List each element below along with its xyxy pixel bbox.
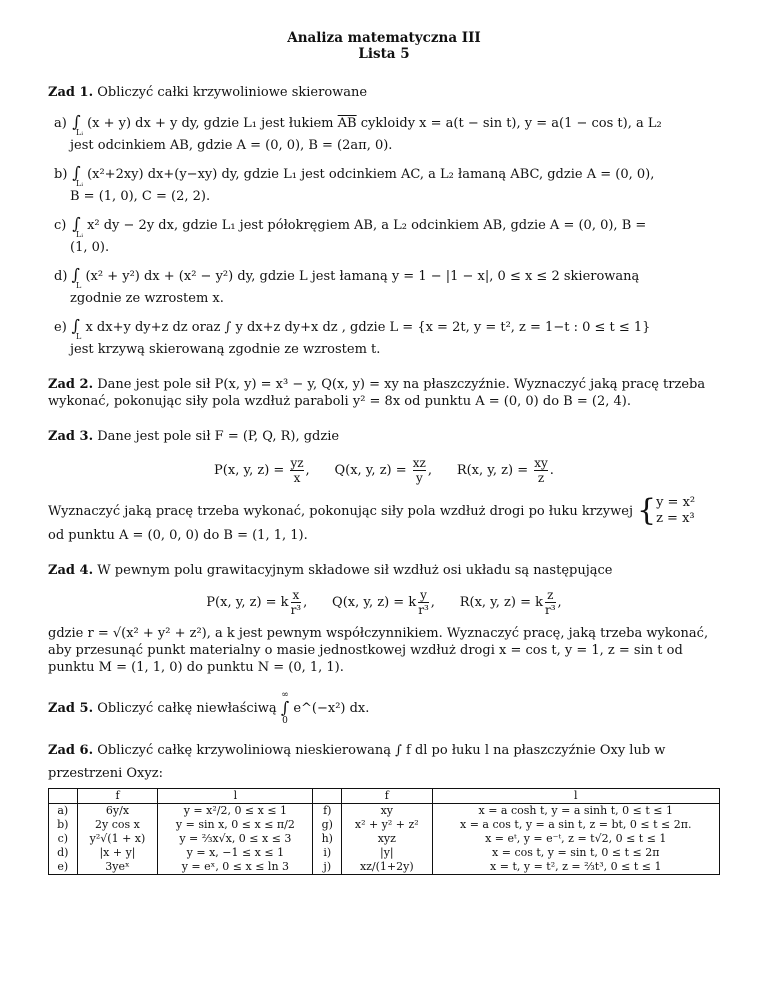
table-header: f xyxy=(77,789,158,804)
formula-q-label: Q(x, y, z) = xyxy=(334,463,407,478)
item-line2: jest krzywą skierowaną zgodnie ze wzrostem t. xyxy=(70,342,381,357)
item-line2: jest odcinkiem AB, gdzie A = (0, 0), B = (2aπ, 0). xyxy=(70,138,393,153)
table-cell: y²√(1 + x) xyxy=(77,832,158,846)
table-cell: e) xyxy=(49,860,78,875)
document-subtitle: Lista 5 xyxy=(358,46,410,62)
integral-sign: ∫ Lᵢ xyxy=(72,163,83,188)
item-label: a) xyxy=(54,116,67,131)
exercise-2 xyxy=(48,376,720,410)
integrand: e^(−x²) dx. xyxy=(293,700,370,716)
item-b xyxy=(48,163,720,205)
curves-table xyxy=(48,788,720,875)
exercise-end: od punktu A = (0, 0, 0) do B = (1, 1, 1). xyxy=(48,528,308,543)
table-cell: x = a cos t, y = a sin t, z = bt, 0 ≤ t ≤ 2π. xyxy=(460,818,692,831)
table-row xyxy=(49,832,720,846)
table-cell: y = x²/2, 0 ≤ x ≤ 1 xyxy=(158,804,313,819)
table-cell: f) xyxy=(313,804,342,819)
table-cell: x² + y² + z² xyxy=(342,818,432,832)
item-line2: zgodnie ze wzrostem x. xyxy=(70,291,224,306)
table-cell: h) xyxy=(313,832,342,846)
integral-sign: ∫ Lᵢ xyxy=(72,112,83,137)
table-cell: 2y cos x xyxy=(77,818,158,832)
exercise-text: Dane jest pole sił P(x, y) = x³ − y, Q(x, y) = xy na płaszczyźnie. Wyznaczyć jaką pracę trzeba wykonać, pokonując siły pola wzdłuż paraboli y² = 8x od punktu A = (0, 0) do B = (2, 4). xyxy=(48,377,706,409)
table-cell: j) xyxy=(313,860,342,875)
document-title: Analiza matematyczna III xyxy=(287,30,481,46)
item-text: (x² + y²) dx + (x² − y²) dy, gdzie L jest łamaną y = 1 − |1 − x|, 0 ≤ x ≤ 2 skierowaną xyxy=(85,269,640,284)
table-cell: x = a cosh t, y = a sinh t, 0 ≤ t ≤ 1 xyxy=(478,804,673,817)
table-cell: xyz xyxy=(342,832,432,846)
exercise-label: Zad 1. xyxy=(48,85,94,100)
item-line2: B = (1, 0), C = (2, 2). xyxy=(70,189,211,204)
table-header: f xyxy=(342,789,432,804)
table-cell: xy xyxy=(342,804,432,819)
table-cell: x = cos t, y = sin t, 0 ≤ t ≤ 2π xyxy=(492,846,660,859)
table-cell: xz/(1+2y) xyxy=(342,860,432,875)
table-header: l xyxy=(432,789,720,804)
exercise-3-body xyxy=(48,495,720,527)
table-cell: i) xyxy=(313,846,342,860)
exercise-text: gdzie r = √(x² + y² + z²), a k jest pewnym współczynnikiem. Wyznaczyć pracę, jaką trzeba wykonać, aby przesunąć punkt materialny o masie jednostkowej wzdłuż drogi x = cos t, y = 1, z = sin t od punktu M = (1, 1, 0) do punktu N = (0, 1, 1). xyxy=(48,626,709,675)
gravity-formulas: P(x, y, z) = k $\frac{x}{\text{r³}}$ , Q(x, y, z) = k $\frac{y}{\text{r³}}$ , R(x, y, z) = k $\frac{z}{\text{r³}}$ , xyxy=(206,588,562,617)
exercise-label: Zad 3. xyxy=(48,429,94,444)
table-header: l xyxy=(158,789,313,804)
table-cell: c) xyxy=(49,832,78,846)
item-label: d) xyxy=(54,269,68,284)
table-cell: b) xyxy=(49,818,78,832)
table-cell: 6y/x xyxy=(77,804,158,819)
table-cell: x = eᵗ, y = e⁻ᵗ, z = t√2, 0 ≤ t ≤ 1 xyxy=(485,832,667,845)
formula-r-fraction: $\frac{z}{\text{r³}}$ xyxy=(545,588,556,617)
curve-system: y = x² z = x³ xyxy=(656,495,696,526)
exercise-label: Zad 5. xyxy=(48,700,94,716)
table-cell: a) xyxy=(49,804,78,819)
item-text: (x + y) dx + y dy, gdzie L₁ jest łukiem xyxy=(87,116,338,131)
formula-r-fraction: $\frac{xy}{z}$ xyxy=(534,456,548,485)
formula-p-label: P(x, y, z) = k xyxy=(206,595,289,610)
item-label: b) xyxy=(54,167,68,182)
table-row xyxy=(49,804,720,819)
item-text: (x²+2xy) dx+(y−xy) dy, gdzie L₁ jest odcinkiem AC, a L₂ łamaną ABC, gdzie A = (0, 0), xyxy=(87,167,655,182)
table-cell: y = sin x, 0 ≤ x ≤ π/2 xyxy=(158,818,313,832)
item-text: x dx+y dy+z dz oraz ∫ y dx+z dy+x dz , gdzie L = {x = 2t, y = t², z = 1−t : 0 ≤ t ≤ 1} xyxy=(85,320,651,335)
exercise-intro: Obliczyć całki krzywoliniowe skierowane xyxy=(97,85,368,100)
formula-p-fraction: $\frac{yz}{x}$ xyxy=(290,456,304,485)
table-cell: |y| xyxy=(342,846,432,860)
exercise-5 xyxy=(48,690,720,726)
formula-r-label: R(x, y, z) = k xyxy=(459,595,543,610)
formula-q-label: Q(x, y, z) = k xyxy=(332,595,417,610)
exercise-text: Obliczyć całkę krzywoliniową nieskierowaną ∫ f dl po łuku l na płaszczyźnie Oxy lub w xyxy=(97,743,666,758)
exercise-label: Zad 4. xyxy=(48,563,94,578)
exercise-4 xyxy=(48,562,720,676)
table-cell: 3yeˣ xyxy=(77,860,158,875)
item-label: c) xyxy=(54,218,67,233)
exercise-intro: W pewnym polu grawitacyjnym składowe sił wzdłuż osi układu są następujące xyxy=(97,563,613,578)
formula-q-fraction: $\frac{y}{\text{r³}}$ xyxy=(418,588,429,617)
exercise-intro: Dane jest pole sił F = (P, Q, R), gdzie xyxy=(97,429,340,444)
exercise-3 xyxy=(48,428,720,544)
document-page xyxy=(48,30,720,875)
item-text-cont: cykloidy x = a(t − sin t), y = a(1 − cos t), a L₂ xyxy=(356,116,662,131)
arc-label: $\overline{AB}$ xyxy=(337,116,357,131)
table-cell: d) xyxy=(49,846,78,860)
formula-p-label: P(x, y, z) = xyxy=(214,463,285,478)
item-e xyxy=(48,316,720,358)
item-d xyxy=(48,265,720,307)
formula-p-fraction: $\frac{x}{\text{r³}}$ xyxy=(290,588,302,617)
formula-q-fraction: $\frac{xz}{y}$ xyxy=(412,456,426,485)
table-cell: y = eˣ, 0 ≤ x ≤ ln 3 xyxy=(158,860,313,875)
integral-sign: ∫ L xyxy=(71,316,82,341)
integral-sign: ∞ ∫ 0 xyxy=(280,690,290,726)
item-text: x² dy − 2y dx, gdzie L₁ jest półokręgiem AB, a L₂ odcinkiem AB, gdzie A = (0, 0), B = xyxy=(87,218,647,233)
table-cell: y = x, −1 ≤ x ≤ 1 xyxy=(158,846,313,860)
table-cell: g) xyxy=(313,818,342,832)
exercise-line2: przestrzeni Oxyz: xyxy=(48,766,163,781)
table-row xyxy=(49,846,720,860)
table-row xyxy=(49,818,720,832)
table-row xyxy=(49,860,720,875)
exercise-1 xyxy=(48,84,720,358)
item-line2: (1, 0). xyxy=(70,240,110,255)
integral-sign: ∫ L xyxy=(71,265,82,290)
brace-symbol: { xyxy=(636,493,657,528)
exercise-label: Zad 2. xyxy=(48,377,94,392)
table-header-row xyxy=(49,789,720,804)
table-cell: y = ⅔x√x, 0 ≤ x ≤ 3 xyxy=(158,832,313,846)
integral-sign: ∫ Lᵢ xyxy=(72,214,83,239)
exercise-label: Zad 6. xyxy=(48,743,94,758)
force-field-formulas: P(x, y, z) = $\frac{yz}{x}$ , Q(x, y, z) = $\frac{xz}{y}$ , R(x, y, z) = $\frac{xy}{z}$ . xyxy=(214,456,554,485)
item-c xyxy=(48,214,720,256)
item-label: e) xyxy=(54,320,67,335)
exercise-text: Obliczyć całkę niewłaściwą xyxy=(97,700,277,716)
table-cell: x = t, y = t², z = ⅔t³, 0 ≤ t ≤ 1 xyxy=(490,860,662,873)
table-cell: |x + y| xyxy=(77,846,158,860)
item-a xyxy=(48,112,720,154)
formula-r-label: R(x, y, z) = xyxy=(456,463,529,478)
exercise-text: Wyznaczyć jaką pracę trzeba wykonać, pokonując siły pola wzdłuż drogi po łuku krzywej xyxy=(48,503,633,519)
exercise-6 xyxy=(48,742,720,875)
